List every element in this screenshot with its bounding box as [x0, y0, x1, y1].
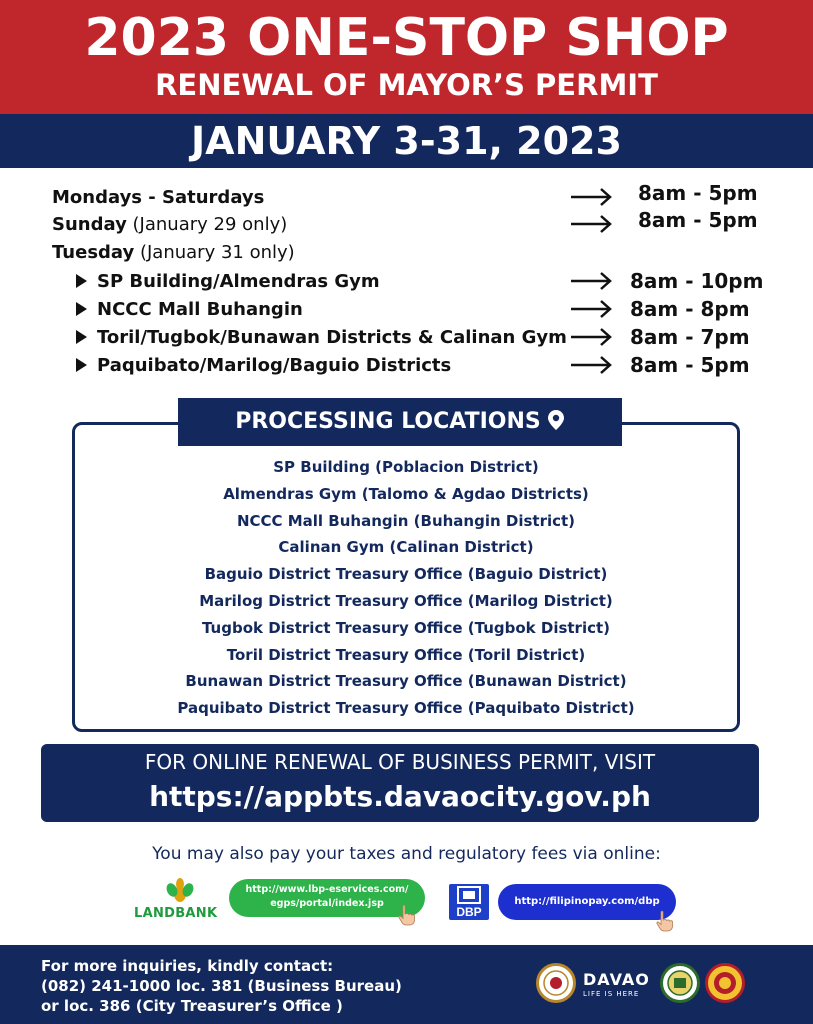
- online-renewal-link[interactable]: https://appbts.davaocity.gov.ph: [149, 780, 651, 813]
- treasurer-seal-icon: [705, 963, 745, 1003]
- dbp-logo-icon: [449, 884, 489, 920]
- arrow-right-icon: [570, 326, 612, 348]
- triangle-bullet-icon: [76, 358, 87, 372]
- landbank-name: LANDBANK: [134, 906, 218, 921]
- location-item: Bunawan District Treasury Office (Bunawan District): [185, 672, 627, 691]
- arrow-right-icon: [570, 186, 612, 208]
- triangle-bullet-icon: [76, 274, 87, 288]
- locations-heading: [178, 398, 622, 446]
- page-subtitle: RENEWAL OF MAYOR’S PERMIT: [155, 68, 658, 102]
- schedule-day: Mondays - Saturdays: [52, 187, 265, 208]
- landbank-url-line1: http://www.lbp-eservices.com/: [245, 884, 409, 895]
- dbp-link-button[interactable]: http://filipinopay.com/dbp: [498, 884, 676, 920]
- schedule-location: Toril/Tugbok/Bunawan Districts & Calinan Gym: [97, 327, 567, 348]
- seal-emblem-icon: [708, 966, 742, 1000]
- location-item: NCCC Mall Buhangin (Buhangin District): [236, 511, 576, 530]
- schedule-day: Tuesday: [52, 242, 135, 263]
- brand-word: DAVAO: [583, 970, 650, 989]
- seal-emblem-icon: [539, 966, 573, 1000]
- schedule-time: 8am - 10pm: [630, 269, 764, 293]
- arrow-right-icon: [570, 270, 612, 292]
- location-item: Almendras Gym (Talomo & Agdao Districts): [223, 484, 589, 503]
- contact-line: or loc. 386 (City Treasurer’s Office ): [41, 997, 343, 1015]
- schedule-location: Paquibato/Marilog/Baguio Districts: [97, 355, 452, 376]
- schedule-sub-row: [0, 296, 813, 323]
- event-dates: JANUARY 3-31, 2023: [191, 119, 622, 163]
- schedule-time: 8am - 5pm: [638, 181, 758, 205]
- schedule-time: 8am - 7pm: [630, 325, 750, 349]
- location-item: Baguio District Treasury Office (Baguio District): [204, 565, 608, 584]
- online-renewal-text: FOR ONLINE RENEWAL OF BUSINESS PERMIT, VISIT: [144, 750, 656, 774]
- schedule-time: 8am - 5pm: [630, 353, 750, 377]
- schedule: [0, 180, 813, 380]
- schedule-day: Sunday: [52, 214, 127, 235]
- schedule-note: (January 31 only): [134, 242, 295, 263]
- schedule-sub-row: [0, 268, 813, 295]
- schedule-location: SP Building/Almendras Gym: [97, 271, 380, 292]
- locations-heading-text: PROCESSING LOCATIONS: [235, 409, 541, 434]
- location-item: Marilog District Treasury Office (Marilog District): [199, 591, 613, 610]
- dbp-name: DBP: [456, 905, 482, 919]
- brand-tagline: LIFE IS HERE: [583, 990, 640, 998]
- arrow-right-icon: [570, 298, 612, 320]
- davao-brand-logo: [583, 971, 653, 999]
- location-item: Calinan Gym (Calinan District): [278, 538, 534, 557]
- location-item: Toril District Treasury Office (Toril District): [226, 645, 586, 664]
- arrow-right-icon: [570, 354, 612, 376]
- council-seal-icon: [660, 963, 700, 1003]
- triangle-bullet-icon: [76, 330, 87, 344]
- contact-line: (082) 241-1000 loc. 381 (Business Bureau): [41, 977, 402, 995]
- locations-list: [72, 454, 740, 722]
- schedule-time: 8am - 5pm: [638, 208, 758, 232]
- schedule-time: 8am - 8pm: [630, 297, 750, 321]
- schedule-row: [0, 239, 813, 266]
- location-item: Paquibato District Treasury Office (Paquibato District): [177, 699, 635, 718]
- location-pin-icon: [547, 409, 565, 431]
- schedule-note: (January 29 only): [126, 214, 288, 235]
- seal-emblem-icon: [663, 966, 697, 1000]
- schedule-row: [0, 208, 813, 238]
- schedule-sub-row: [0, 324, 813, 351]
- location-item: SP Building (Poblacion District): [273, 458, 539, 476]
- payment-text: You may also pay your taxes and regulatory fees via online:: [152, 844, 661, 864]
- landbank-logo-icon: [160, 876, 200, 906]
- hand-pointer-icon: [394, 903, 418, 927]
- schedule-location: NCCC Mall Buhangin: [97, 299, 303, 320]
- dbp-emblem-icon: [449, 884, 489, 920]
- contact-line: For more inquiries, kindly contact:: [41, 957, 334, 975]
- city-seal-icon: [536, 963, 576, 1003]
- arrow-right-icon: [570, 213, 612, 235]
- hand-pointer-icon: [652, 909, 676, 933]
- triangle-bullet-icon: [76, 302, 87, 316]
- location-item: Tugbok District Treasury Office (Tugbok District): [201, 618, 611, 637]
- page-title: 2023 ONE-STOP SHOP: [84, 8, 729, 68]
- schedule-sub-row: [0, 352, 813, 379]
- landbank-url-line2: egps/portal/index.jsp: [270, 898, 384, 909]
- contact-info: [41, 956, 402, 1016]
